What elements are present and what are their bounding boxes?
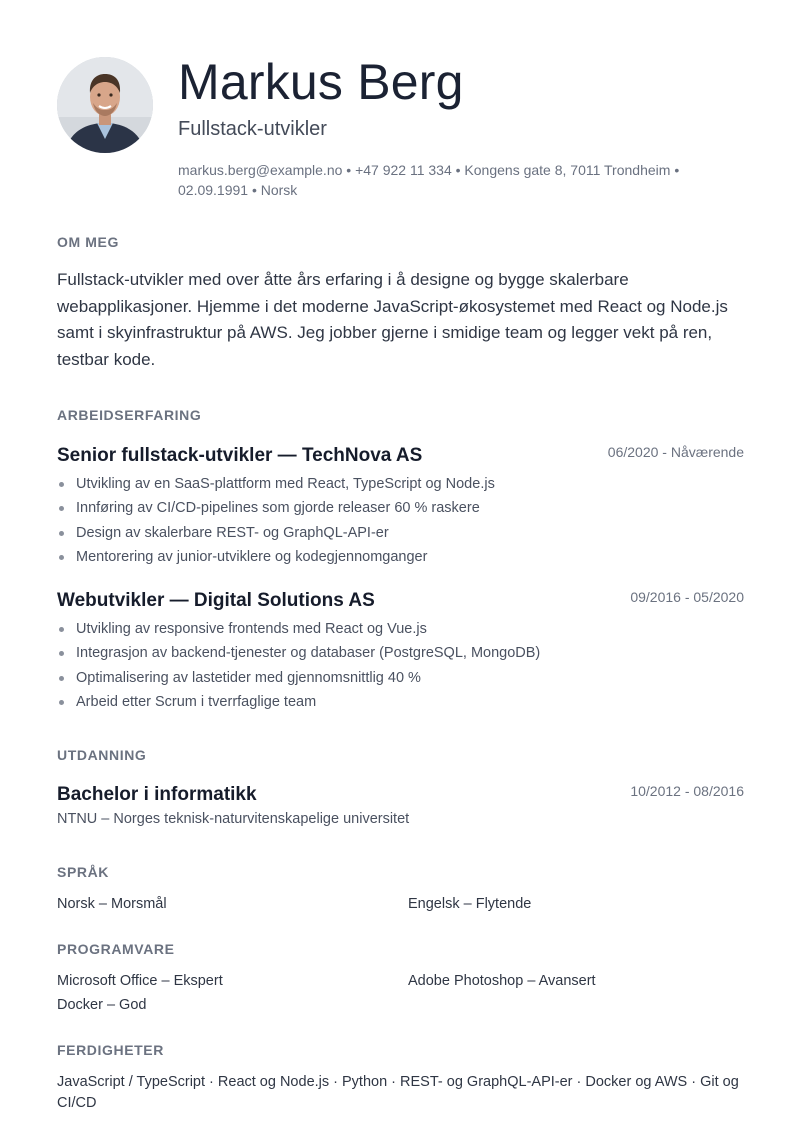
job-bullet: Innføring av CI/CD-pipelines som gjorde releaser 60 % raskere: [57, 496, 747, 520]
job-title: Senior fullstack-utvikler — TechNova AS: [57, 445, 423, 466]
contact-details: markus.berg@example.no • +47 922 11 334 • Kongens gate 8, 7011 Trondheim • 02.09.1991 • Norsk: [178, 162, 680, 198]
job-bullet: Utvikling av en SaaS-plattform med React, TypeScript og Node.js: [57, 472, 747, 496]
job-bullet: Design av skalerbare REST- og GraphQL-API-er: [57, 521, 747, 545]
job-bullet: Mentorering av junior-utviklere og kodegjennomganger: [57, 545, 747, 569]
education-date: 10/2012 - 08/2016: [630, 783, 744, 799]
education-degree: Bachelor i informatikk: [57, 784, 257, 805]
section-title-education: UTDANNING: [57, 747, 147, 763]
education-school: NTNU – Norges teknisk-naturvitenskapelige universitet: [57, 811, 410, 827]
section-title-experience: ARBEIDSERFARING: [57, 407, 202, 423]
job-title: Webutvikler — Digital Solutions AS: [57, 590, 375, 611]
skills-list: JavaScript / TypeScript · React og Node.js · Python · REST- og GraphQL-API-er · Docker og AWS · Git og CI/CD: [57, 1074, 739, 1111]
software-item: Docker – God: [57, 997, 147, 1013]
job-bullet-list: [57, 617, 747, 714]
section-title-about: OM MEG: [57, 234, 119, 250]
software-item: Adobe Photoshop – Avansert: [408, 973, 596, 989]
job-date: 06/2020 - Nåværende: [607, 444, 744, 460]
candidate-headline: Fullstack-utvikler: [178, 118, 327, 140]
language-item: Engelsk – Flytende: [408, 896, 532, 912]
job-bullet: Arbeid etter Scrum i tverrfaglige team: [57, 690, 747, 714]
section-title-software: PROGRAMVARE: [57, 941, 175, 957]
section-title-skills: FERDIGHETER: [57, 1042, 164, 1058]
candidate-name: Markus Berg: [178, 54, 464, 110]
job-bullet-list: [57, 472, 747, 569]
about-summary: Fullstack-utvikler med over åtte års erfaring i å designe og bygge skalerbare webapplikasjoner. Hjemme i det moderne JavaScript-økosystemet med React og Node.js samt i skyinfrastruktur på AWS. Jeg jobber gjerne i smidige team og legger vekt på ren, testbar kode.: [57, 270, 728, 369]
section-title-languages: SPRÅK: [57, 864, 110, 880]
profile-photo: [57, 57, 153, 153]
language-item: Norsk – Morsmål: [57, 896, 167, 912]
job-bullet: Integrasjon av backend-tjenester og databaser (PostgreSQL, MongoDB): [57, 641, 747, 665]
job-date: 09/2016 - 05/2020: [630, 589, 744, 605]
software-item: Microsoft Office – Ekspert: [57, 973, 223, 989]
job-bullet: Utvikling av responsive frontends med React og Vue.js: [57, 617, 747, 641]
job-bullet: Optimalisering av lastetider med gjennomsnittlig 40 %: [57, 666, 747, 690]
